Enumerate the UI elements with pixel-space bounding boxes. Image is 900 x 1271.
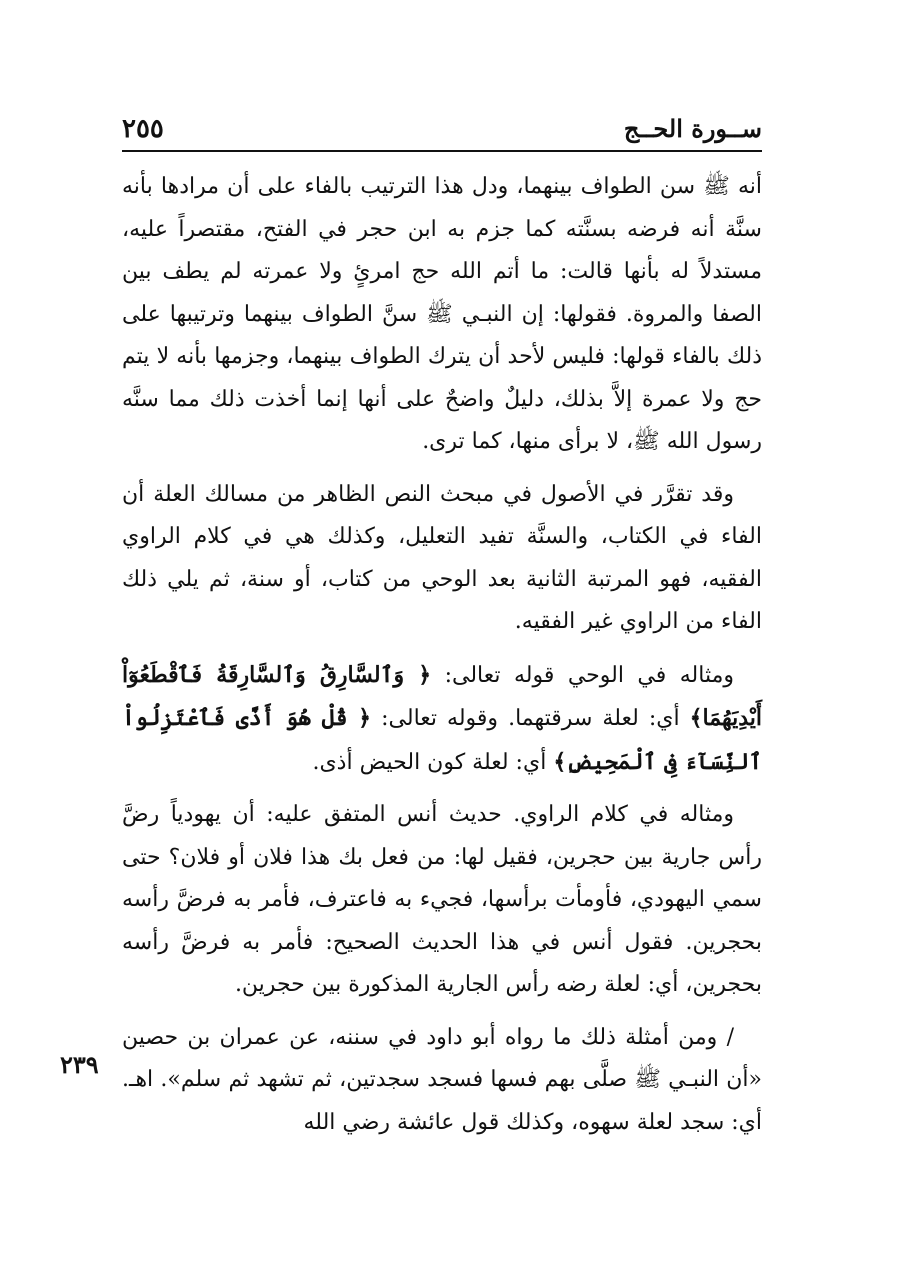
quran-verse-1: ﴿ وَٱلسَّارِقُ وَٱلسَّارِقَةُ فَٱقْطَعُوٓاْ أَيْدِيَهُمَا﴾ (122, 661, 762, 731)
quran-verse-2: ﴿ قُلْ هُوَ أَذًى فَٱعْتَزِلُواْ ٱلنِّسَآءَ فِى ٱلْمَحِيضِ﴾ (122, 705, 762, 775)
paragraph-3 (122, 654, 762, 785)
page-body (122, 166, 762, 1154)
paragraph-3-text-after: أي: لعلة كون الحيض أذى. (312, 749, 554, 775)
page-number: ٢٥٥ (122, 114, 164, 144)
page-header (122, 112, 762, 148)
paragraph-1: أنه ﷺ سن الطواف بينهما، ودل هذا الترتيب بالفاء على أن مرادها بأنه سنَّة أنه فرضه بسنَّته كما جزم به ابن حجر في الفتح، مقتصراً عليه، مستدلاً له بأنها قالت: ما أتم الله حج امرئٍ ولا عمرته لم يطف بين الصفا والمروة. فقولها: إن النبـي ﷺ سنَّ الطواف بينهما وترتيبها على ذلك بالفاء قولها: فليس لأحد أن يترك الطواف بينهما، وجزمها بأنه لا يتم حج ولا عمرة إلاَّ بذلك، دليلٌ واضحٌ على أنها إنما أخذت ذلك مما سنَّه رسول الله ﷺ، لا برأى منها، كما ترى. (122, 174, 763, 454)
paragraph-3-text-before: ومثاله في الوحي قوله تعالى: (431, 662, 734, 688)
margin-page-marker: ٢٣٩ (60, 1050, 99, 1079)
header-rule (122, 150, 762, 152)
paragraph-3-text-middle: أي: لعلة سرقتهما. وقوله تعالى: (371, 706, 690, 731)
paragraph-4: ومثاله في كلام الراوي. حديث أنس المتفق عليه: أن يهودياً رضَّ رأس جارية بين حجرين، فقيل لها: من فعل بك هذا فلان أو فلان؟ حتى سمي اليهودي، فأومأت برأسها، فجيء به فاعترف، فأمر به فرضَّ رأسه بحجرين. فقول أنس في هذا الحديث الصحيح: فأمر به فرضَّ رأسه بحجرين، أي: لعلة رضه رأس الجارية المذكورة بين حجرين. (122, 802, 762, 997)
surah-title: ســورة الحــج (623, 114, 762, 143)
paragraph-5: / ومن أمثلة ذلك ما رواه أبو داود في سننه، عن عمران بن حصين «أن النبـي ﷺ صلَّى بهم فسها فسجد سجدتين، ثم تشهد ثم سلم». اهـ. أي: سجد لعلة سهوه، وكذلك قول عائشة رضي الله (122, 1024, 762, 1135)
paragraph-2: وقد تقرَّر في الأصول في مبحث النص الظاهر من مسالك العلة أن الفاء في الكتاب، والسنَّة تفيد التعليل، وكذلك هي في كلام الراوي الفقيه، فهو المرتبة الثانية بعد الوحي من كتاب، أو سنة، ثم يلي ذلك الفاء من الراوي غير الفقيه. (122, 481, 762, 634)
